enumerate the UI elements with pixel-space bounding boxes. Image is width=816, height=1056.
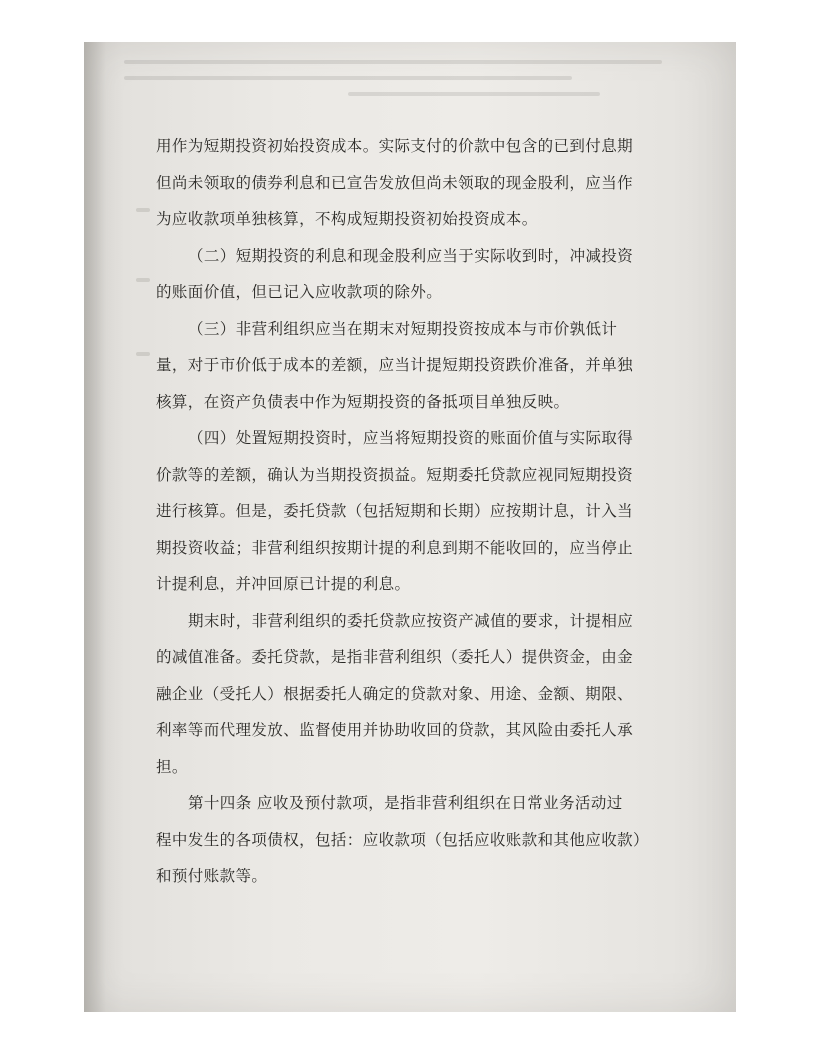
show-through-text xyxy=(124,48,684,118)
text-line: 的账面价值，但已记入应收款项的除外。 xyxy=(156,283,443,301)
text-line: 期末时，非营利组织的委托贷款应按资产减值的要求，计提相应 xyxy=(188,611,634,630)
text-line: 量，对于市价低于成本的差额，应当计提短期投资跌价准备，并单独 xyxy=(156,356,634,374)
text-line: 价款等的差额，确认为当期投资损益。短期委托贷款应视同短期投资 xyxy=(156,465,634,484)
text-line: 但尚未领取的债券利息和已宣告发放但尚未领取的现金股利，应当作 xyxy=(156,173,634,192)
text-line: 计提利息，并冲回原已计提的利息。 xyxy=(156,575,411,593)
text-line: 用作为短期投资初始投资成本。实际支付的价款中包含的已到付息期 xyxy=(156,137,634,155)
text-line: （二）短期投资的利息和现金股利应当于实际收到时，冲减投资 xyxy=(188,246,634,265)
text-line: 融企业（受托人）根据委托人确定的贷款对象、用途、金额、期限、 xyxy=(156,684,634,703)
text-line: 程中发生的各项债权，包括：应收款项（包括应收账款和其他应收款） xyxy=(156,830,649,849)
show-through-mark xyxy=(136,278,150,282)
text-line: 进行核算。但是，委托贷款（包括短期和长期）应按期计息，计入当 xyxy=(156,502,634,520)
text-line: （三）非营利组织应当在期末对短期投资按成本与市价孰低计 xyxy=(188,319,618,338)
text-line: （四）处置短期投资时，应当将短期投资的账面价值与实际取得 xyxy=(188,429,634,447)
binding-shadow xyxy=(84,42,106,1012)
text-line: 第十四条 应收及预付款项，是指非营利组织在日常业务活动过 xyxy=(188,794,623,812)
text-line: 核算，在资产负债表中作为短期投资的备抵项目单独反映。 xyxy=(156,392,570,411)
text-line: 利率等而代理发放、监督使用并协助收回的贷款，其风险由委托人承 xyxy=(156,721,634,739)
show-through-mark xyxy=(136,208,150,212)
text-line: 的减值准备。委托贷款，是指非营利组织（委托人）提供资金，由金 xyxy=(156,648,634,666)
body-text xyxy=(156,128,696,895)
text-line: 和预付账款等。 xyxy=(156,867,268,885)
text-line: 为应收款项单独核算，不构成短期投资初始投资成本。 xyxy=(156,210,538,228)
show-through-mark xyxy=(136,352,150,356)
text-line: 担。 xyxy=(156,757,188,776)
scanned-page xyxy=(84,42,736,1012)
text-line: 期投资收益；非营利组织按期计提的利息到期不能收回的，应当停止 xyxy=(156,538,634,557)
